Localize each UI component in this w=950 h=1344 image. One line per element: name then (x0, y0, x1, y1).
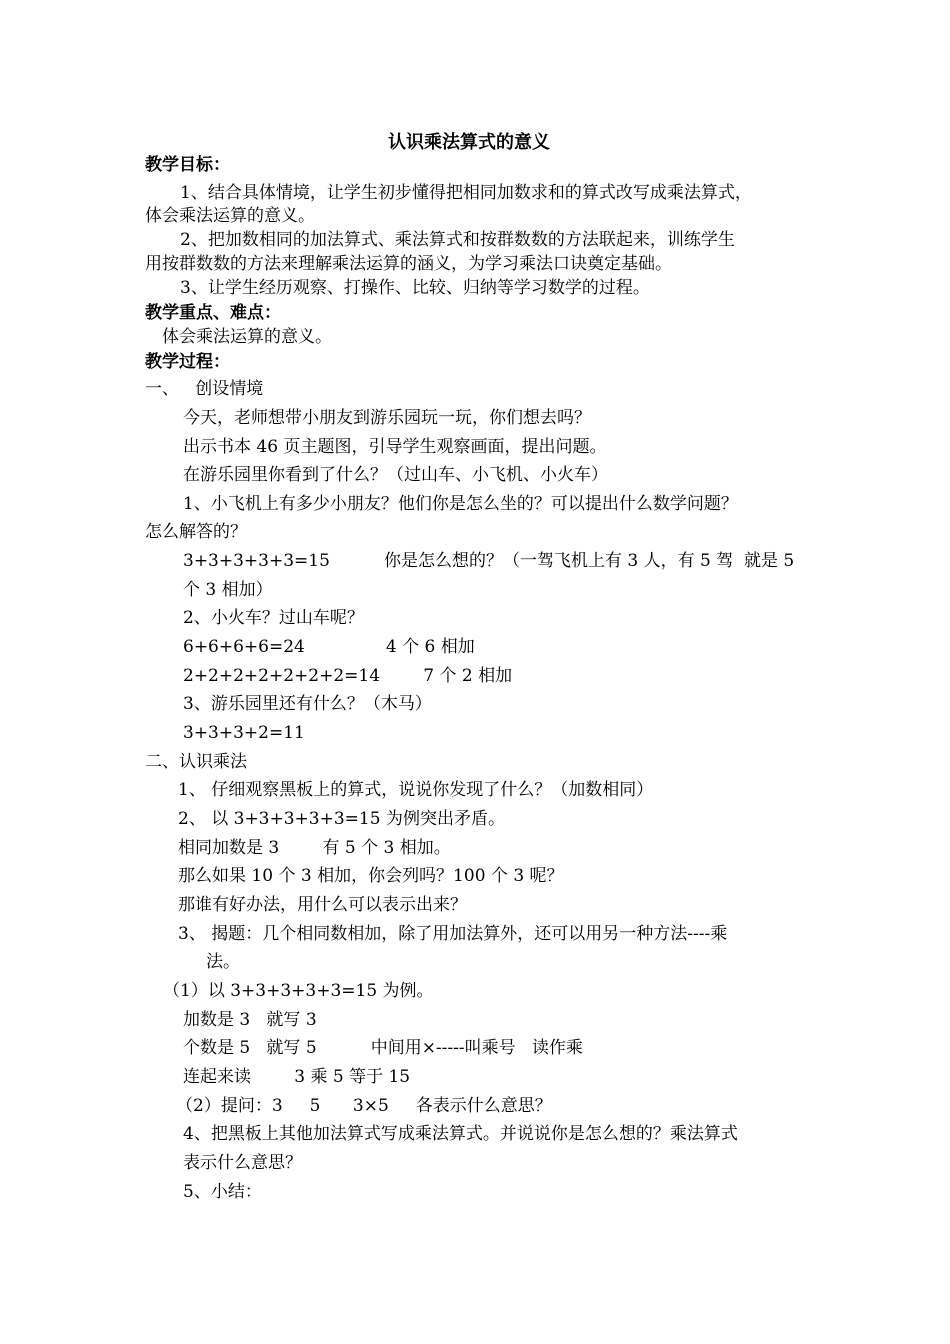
section1-line: 在游乐园里你看到了什么？（过山车、小飞机、小火车） (183, 465, 608, 485)
section2-line: 1、 仔细观察黑板上的算式，说说你发现了什么？（加数相同） (178, 780, 654, 800)
objective-line: 体会乘法运算的意义。 (145, 206, 315, 226)
section1-line: 出示书本 46 页主题图，引导学生观察画面，提出问题。 (183, 437, 607, 457)
document-title: 认识乘法算式的意义 (388, 132, 550, 153)
objectives-heading: 教学目标： (145, 155, 230, 175)
section2-line: 2、 以 3+3+3+3+3=15 为例突出矛盾。 (178, 809, 505, 829)
section1-line: 6+6+6+6=24 4 个 6 相加 (183, 637, 475, 657)
objective-line: 用按群数数的方法来理解乘法运算的涵义，为学习乘法口诀奠定基础。 (145, 254, 672, 274)
section2-line: 表示什么意思？ (183, 1153, 302, 1173)
section1-line: 今天，老师想带小朋友到游乐园玩一玩，你们想去吗？ (183, 408, 591, 428)
section1-line: 怎么解答的？ (145, 522, 247, 542)
section2-line: 连起来读 3 乘 5 等于 15 (183, 1067, 411, 1087)
section1-line: 3、游乐园里还有什么？（木马） (183, 694, 432, 714)
section2-line: 法。 (206, 952, 240, 972)
section1-line: 1、小飞机上有多少小朋友？他们你是怎么坐的？可以提出什么数学问题？ (183, 494, 738, 514)
section2-line: 4、把黑板上其他加法算式写成乘法算式。并说说你是怎么想的？乘法算式 (183, 1124, 738, 1144)
section2-line: 那谁有好办法，用什么可以表示出来？ (178, 895, 467, 915)
section1-line: 2+2+2+2+2+2+2=14 7 个 2 相加 (183, 666, 513, 686)
section2-line: （1）以 3+3+3+3+3=15 为例。 (163, 981, 434, 1001)
key-points-heading: 教学重点、难点： (145, 303, 281, 323)
objective-line: 1、结合具体情境，让学生初步懂得把相同加数求和的算式改写成乘法算式， (180, 183, 752, 203)
section2-line: 相同加数是 3 有 5 个 3 相加。 (178, 838, 451, 858)
section1-line: 3+3+3+3+3=15 你是怎么想的？（一驾飞机上有 3 人，有 5 驾 就是 5 (183, 551, 795, 571)
objective-line: 2、把加数相同的加法算式、乘法算式和按群数数的方法联起来，训练学生 (180, 230, 735, 250)
section2-line: 5、小结： (183, 1182, 262, 1202)
section2-line: （2）提问：3 5 3×5 各表示什么意思？ (176, 1096, 552, 1116)
section1-line: 3+3+3+2=11 (183, 723, 305, 743)
objective-line: 3、让学生经历观察、打操作、比较、归纳等学习数学的过程。 (180, 278, 650, 298)
section2-heading: 二、认识乘法 (145, 752, 247, 772)
section2-line: 加数是 3 就写 3 (183, 1010, 317, 1030)
section2-line: 那么如果 10 个 3 相加，你会列吗？100 个 3 呢？ (178, 866, 564, 886)
section2-line: 3、 揭题：几个相同数相加，除了用加法算外，还可以用另一种方法----乘 (178, 924, 728, 944)
section1-line: 个 3 相加） (183, 580, 273, 600)
key-points-text: 体会乘法运算的意义。 (162, 327, 332, 347)
section2-line: 个数是 5 就写 5 中间用×-----叫乘号 读作乘 (183, 1038, 583, 1058)
process-heading: 教学过程： (145, 352, 230, 372)
section1-line: 2、小火车？过山车呢？ (183, 608, 364, 628)
section1-heading: 一、 创设情境 (145, 379, 264, 399)
